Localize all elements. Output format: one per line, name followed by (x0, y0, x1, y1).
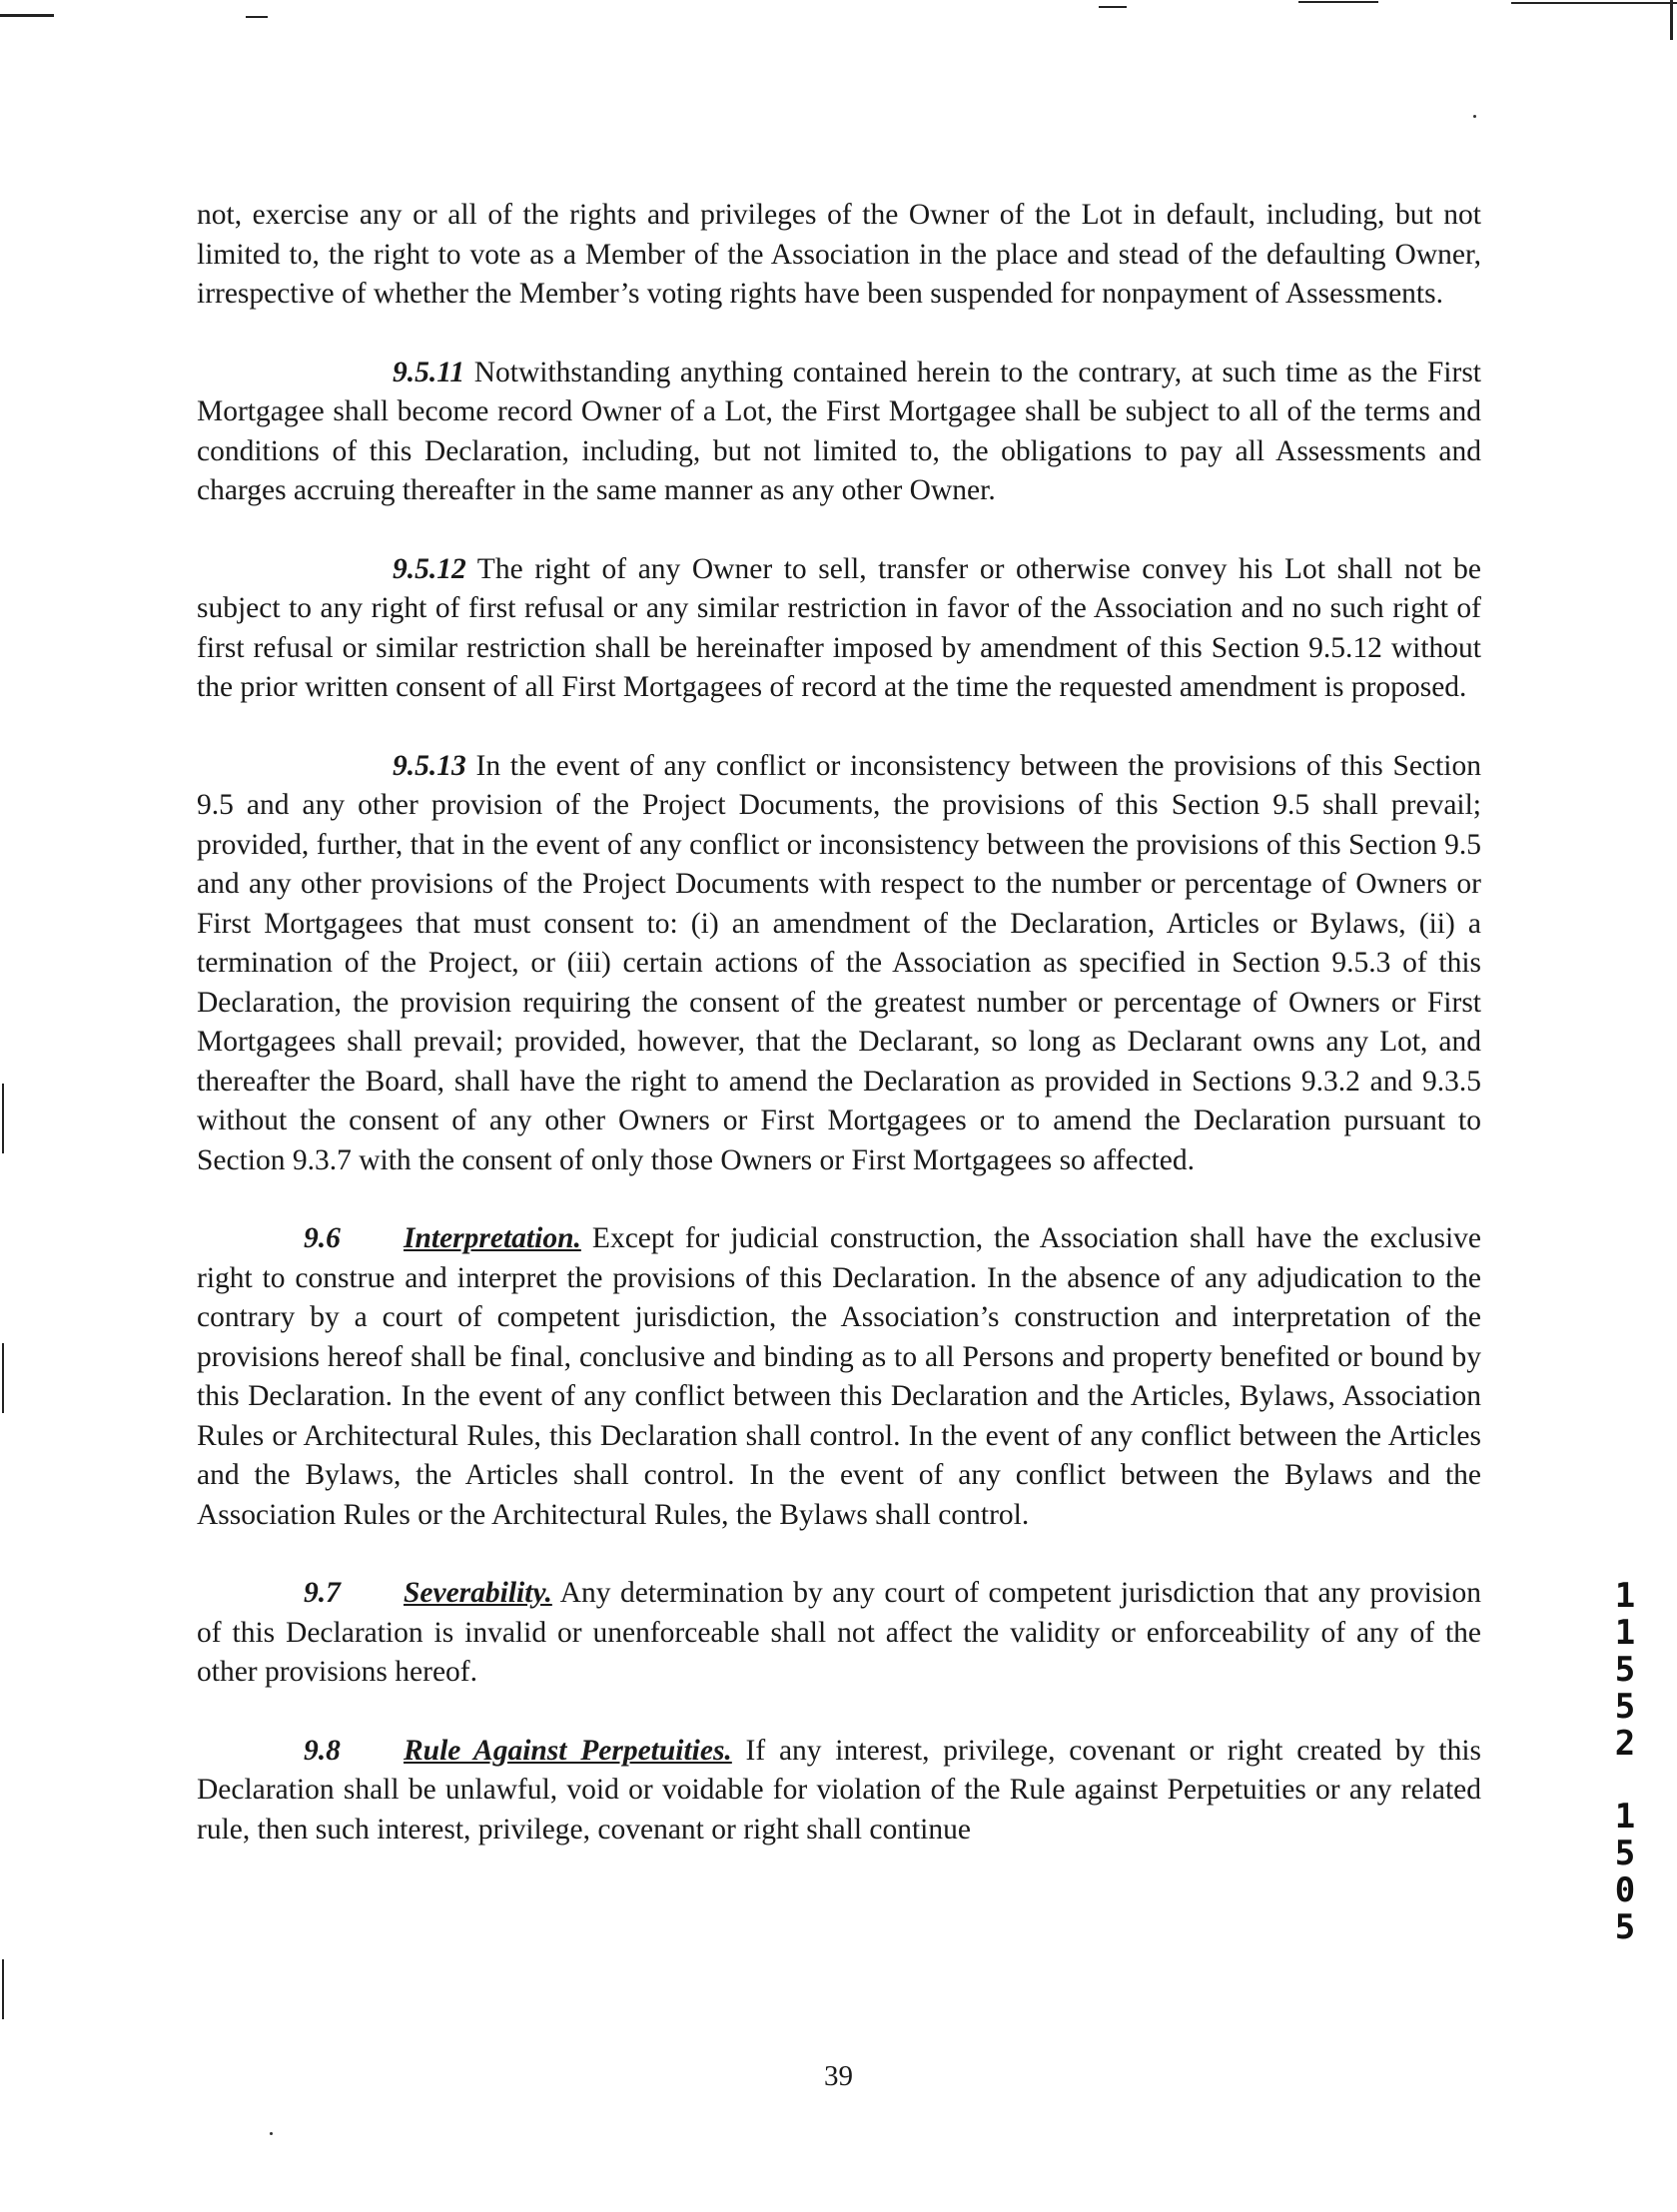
section-text: Except for judicial construction, the Association shall have the exclusive right to construe and interpret the provisions of this Declaration. In the absence of any adjudication to the contrary by a court of competent jurisdiction, the Association’s construction and interpretation of the provisions hereof shall be final, conclusive and binding as to all Persons and property benefited or bound by this Declaration. In the event of any conflict between this Declaration and the Articles, Bylaws, Association Rules or Architectural Rules, this Declaration shall control. In the event of any conflict between the Articles and the Bylaws, the Articles shall control. In the event of any conflict between the Bylaws and the Association Rules or the Architectural Rules, the Bylaws shall control. (197, 1222, 1481, 1531)
scan-artifact (2, 1343, 4, 1413)
scan-artifact (2, 1959, 4, 2019)
subsection-number: 9.5.11 (393, 356, 465, 388)
recording-number-stamp (1610, 1578, 1640, 1946)
section-text: If any interest, privilege, covenant or right created by this Declaration shall be unlawful, void or voidable for violation of the Rule against Perpetuities or any related rule, then such interest, privilege, covenant or right shall continue (197, 1734, 1482, 1845)
document-body (197, 196, 1481, 1888)
scan-artifact (1670, 0, 1673, 40)
scan-artifact (2, 1084, 4, 1153)
page-number: 39 (824, 2060, 853, 2092)
recording-digit: 1 (1614, 1613, 1636, 1653)
section-number: 9.7 (304, 1577, 341, 1609)
section-heading: Severability. (404, 1577, 552, 1609)
recording-digit: 5 (1614, 1650, 1636, 1690)
paragraph-9-5-11 (197, 354, 1481, 511)
recording-digit: 1 (1614, 1797, 1636, 1837)
section-9-8 (197, 1732, 1481, 1850)
paragraph-continuation (197, 196, 1481, 315)
recording-digit: 1 (1614, 1576, 1636, 1616)
paragraph-text: not, exercise any or all of the rights and privileges of the Owner of the Lot in default, including, but not limited to, the right to vote as a Member of the Association in the place and stead of the defaulting Owner, irrespective of whether the Member’s voting rights have been suspended for nonpayment of Assessments. (197, 199, 1481, 310)
paragraph-text: The right of any Owner to sell, transfer or otherwise convey his Lot shall not be subject to any right of first refusal or any similar restriction in favor of the Association and no such right of first refusal or similar restriction shall be hereinafter imposed by amendment of this Section 9.5.12 without the prior written consent of all First Mortgagees of record at the time the requested amendment is proposed. (197, 552, 1481, 703)
recording-digit: 5 (1614, 1834, 1636, 1873)
paragraph-text: Notwithstanding anything contained herein to the contrary, at such time as the First Mortgagee shall become record Owner of a Lot, the First Mortgagee shall be subject to all of the terms and conditions of this Declaration, including, but not limited to, the obligations to pay all Assessments and charges accruing thereafter in the same manner as any other Owner. (197, 356, 1481, 506)
section-heading: Rule Against Perpetuities. (404, 1734, 732, 1767)
paragraph-9-5-13 (197, 747, 1481, 1181)
subsection-number: 9.5.12 (393, 552, 466, 585)
scan-artifact (0, 14, 54, 17)
recording-digit: 5 (1614, 1907, 1636, 1947)
paragraph-9-5-12 (197, 550, 1481, 708)
recording-digit: 2 (1614, 1724, 1636, 1764)
scan-artifact (1099, 6, 1127, 8)
section-heading: Interpretation. (404, 1222, 581, 1254)
section-9-6 (197, 1219, 1481, 1535)
section-text: Any determination by any court of competent jurisdiction that any provision of this Declaration is invalid or unenforceable shall not affect the validity or enforceability of any of the other provisions hereof. (197, 1577, 1481, 1688)
scan-artifact (1511, 2, 1677, 4)
scan-artifact (1298, 1, 1378, 3)
paragraph-text: In the event of any conflict or inconsistency between the provisions of this Section 9.5 and any other provision of the Project Documents, the provisions of this Section 9.5 shall prevail; provided, further, that in the event of any conflict or inconsistency between the provisions of this Section 9.5 and any other provisions of the Project Documents with respect to the number or percentage of Owners or First Mortgagees that must consent to: (i) an amendment of the Declaration, Articles or Bylaws, (ii) a termination of the Project, or (iii) certain actions of the Association as specified in Section 9.5.3 of this Declaration, the provision requiring the consent of the greatest number or percentage of Owners or First Mortgagees shall prevail; provided, however, that the Declarant, so long as Declarant owns any Lot, and thereafter the Board, shall have the right to amend the Declaration as provided in Sections 9.3.2 and 9.3.5 without the consent of any other Owners or First Mortgagees or to amend the Declaration pursuant to Section 9.3.7 with the consent of only those Owners or First Mortgagees so affected. (197, 749, 1481, 1176)
section-number: 9.8 (304, 1734, 341, 1767)
scan-speck (270, 2132, 273, 2135)
recording-digit: 0 (1614, 1870, 1636, 1910)
recording-digit: 5 (1614, 1687, 1636, 1727)
scan-artifact (246, 16, 268, 18)
scan-speck (1473, 115, 1476, 118)
subsection-number: 9.5.13 (393, 749, 466, 782)
section-number: 9.6 (304, 1222, 341, 1254)
section-9-7 (197, 1574, 1481, 1693)
